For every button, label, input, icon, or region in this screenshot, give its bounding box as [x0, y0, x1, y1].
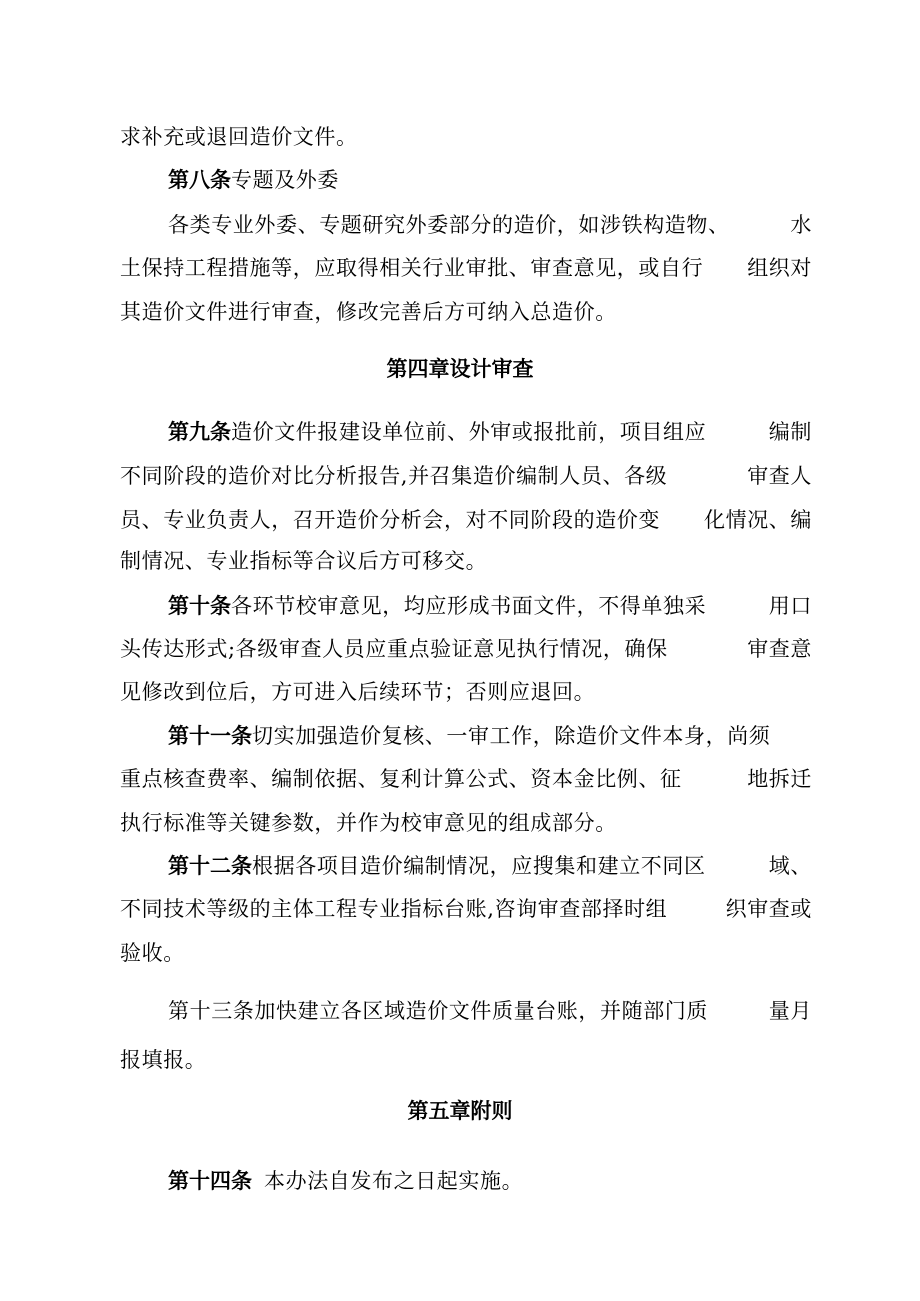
article-label: 第十条 — [168, 594, 231, 618]
article-13-line: 第十三条加快建立各区域造价文件质量台账，并随部门质 量月 — [168, 999, 812, 1023]
article-label: 第十二条 — [168, 854, 252, 878]
paragraph-line: 员、专业负责人，召开造价分析会，对不同阶段的造价变 化情况、编 — [120, 508, 812, 532]
article-8-heading — [168, 165, 339, 195]
article-title: 专题及外委 — [231, 168, 339, 192]
paragraph-line: 各类专业外委、专题研究外委部分的造价，如涉铁构造物、 水 — [168, 213, 812, 237]
paragraph-line: 不同阶段的造价对比分析报告,并召集造价编制人员、各级 审查人 — [120, 464, 812, 488]
paragraph-line: 土保持工程措施等，应取得相关行业审批、审查意见，或自行 组织对 — [120, 256, 812, 280]
article-label: 第九条 — [168, 420, 231, 444]
chapter-4-heading: 第四章设计审查 — [386, 357, 534, 381]
paragraph-line: 不同技术等级的主体工程专业指标台账,咨询审查部择时组 织审查或 — [120, 897, 812, 921]
paragraph-line: 重点核查费率、编制依据、复利计算公式、资本金比例、征 地拆迁 — [120, 767, 812, 791]
paragraph-line: 见修改到位后，方可进入后续环节；否则应退回。 — [120, 680, 596, 704]
chapter-5-heading: 第五章附则 — [407, 1099, 513, 1123]
paragraph-line: 报填报。 — [120, 1048, 207, 1072]
article-11-line: 第十一条切实加强造价复核、一审工作，除造价文件本身，尚须 — [168, 724, 771, 748]
article-9-line: 第九条造价文件报建设单位前、外审或报批前，项目组应 编制 — [168, 420, 812, 444]
paragraph-line: 制情况、专业指标等合议后方可移交。 — [120, 549, 488, 573]
article-label: 第十四条 — [168, 1169, 252, 1193]
paragraph-line: 求补充或退回造价文件。 — [120, 125, 358, 149]
article-label: 第十一条 — [168, 724, 252, 748]
article-12-line: 第十二条根据各项目造价编制情况，应搜集和建立不同区 域、 — [168, 854, 812, 878]
article-14-line: 第十四条 本办法自发布之日起实施。 — [168, 1169, 524, 1193]
paragraph-line: 其造价文件进行审查，修改完善后方可纳入总造价。 — [120, 300, 617, 324]
article-10-line: 第十条各环节校审意见，均应形成书面文件，不得单独采 用口 — [168, 594, 812, 618]
paragraph-line: 验收。 — [120, 941, 185, 965]
paragraph-line: 头传达形式;各级审查人员应重点验证意见执行情况，确保 审查意 — [120, 637, 812, 661]
paragraph-line: 执行标准等关键参数，并作为校审意见的组成部分。 — [120, 811, 617, 835]
article-label: 第八条 — [168, 168, 231, 192]
